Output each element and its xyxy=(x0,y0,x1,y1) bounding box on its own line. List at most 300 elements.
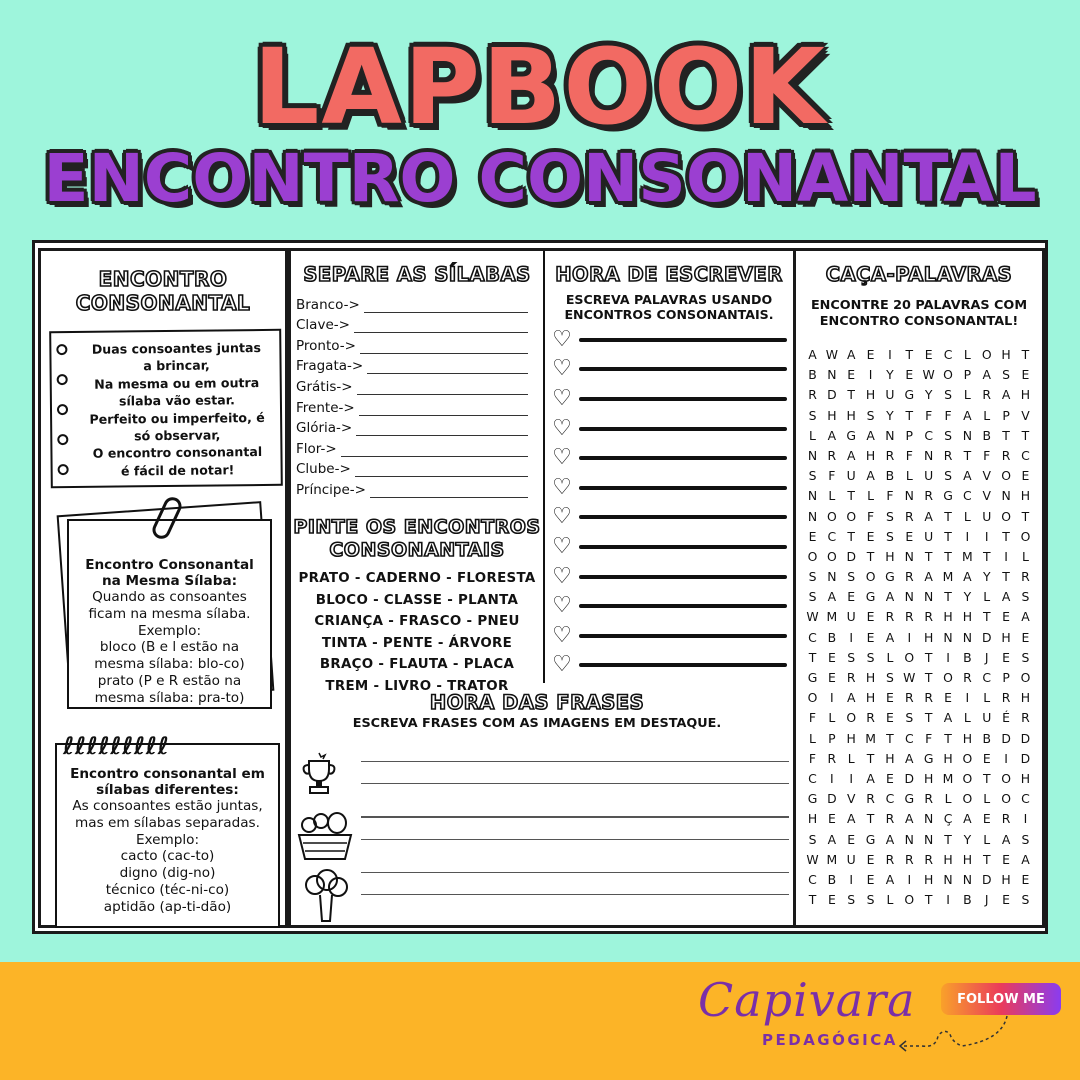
writing-line[interactable] xyxy=(551,325,793,355)
grid-letter[interactable]: H xyxy=(943,851,953,867)
writing-line[interactable] xyxy=(551,651,793,681)
grid-letter[interactable]: L xyxy=(905,468,913,484)
grid-letter[interactable]: F xyxy=(828,468,836,484)
grid-letter[interactable]: N xyxy=(827,569,837,585)
writing-line[interactable] xyxy=(551,621,793,651)
grid-letter[interactable]: I xyxy=(849,871,854,887)
grid-letter[interactable]: T xyxy=(924,892,933,908)
grid-letter[interactable]: I xyxy=(946,892,950,908)
grid-letter[interactable]: S xyxy=(1021,589,1030,605)
grid-letter[interactable]: E xyxy=(847,589,856,605)
grid-letter[interactable]: T xyxy=(924,710,933,726)
grid-letter[interactable]: H xyxy=(1001,871,1011,887)
grid-letter[interactable]: T xyxy=(924,548,933,564)
grid-letter[interactable]: A xyxy=(963,811,972,827)
grid-letter[interactable]: M xyxy=(826,609,838,625)
grid-letter[interactable]: L xyxy=(847,750,855,766)
grid-letter[interactable]: R xyxy=(924,791,933,807)
grid-letter[interactable]: E xyxy=(827,811,836,827)
grid-letter[interactable]: E xyxy=(1002,892,1011,908)
grid-letter[interactable]: T xyxy=(866,548,875,564)
grid-letter[interactable]: U xyxy=(924,528,934,544)
writing-line[interactable] xyxy=(551,473,793,503)
grid-letter[interactable]: S xyxy=(866,407,875,423)
grid-letter[interactable]: D xyxy=(846,548,856,564)
grid-letter[interactable]: H xyxy=(865,690,876,706)
grid-letter[interactable]: B xyxy=(963,892,972,908)
grid-letter[interactable]: O xyxy=(1001,508,1011,524)
grid-letter[interactable]: A xyxy=(963,407,972,423)
grid-letter[interactable]: W xyxy=(903,670,916,685)
grid-letter[interactable]: H xyxy=(923,770,934,786)
grid-letter[interactable]: S xyxy=(905,710,914,726)
grid-letter[interactable]: L xyxy=(886,892,894,908)
grid-letter[interactable]: S xyxy=(1021,892,1030,908)
grid-letter[interactable]: T xyxy=(924,649,933,665)
grid-letter[interactable]: E xyxy=(866,871,875,887)
grid-letter[interactable]: M xyxy=(826,851,838,867)
grid-letter[interactable]: U xyxy=(885,387,895,403)
grid-letter[interactable]: R xyxy=(943,447,953,463)
grid-letter[interactable]: I xyxy=(868,367,873,383)
grid-letter[interactable]: E xyxy=(827,649,836,665)
grid-letter[interactable]: S xyxy=(944,427,952,443)
grid-letter[interactable]: L xyxy=(963,347,971,362)
grid-letter[interactable]: O xyxy=(865,569,876,585)
grid-letter[interactable]: T xyxy=(963,447,972,463)
grid-letter[interactable]: H xyxy=(827,407,837,423)
grid-letter[interactable]: R xyxy=(846,670,856,685)
writing-line[interactable] xyxy=(551,384,793,414)
grid-letter[interactable]: U xyxy=(982,508,992,524)
grid-letter[interactable]: Y xyxy=(982,569,991,585)
grid-letter[interactable]: H xyxy=(1001,629,1011,645)
grid-letter[interactable]: S xyxy=(944,468,952,484)
grid-letter[interactable]: G xyxy=(885,569,895,585)
grid-letter[interactable]: M xyxy=(865,730,876,746)
grid-letter[interactable]: Y xyxy=(963,831,972,847)
grid-letter[interactable]: H xyxy=(962,730,973,746)
grid-letter[interactable]: N xyxy=(924,447,934,463)
grid-letter[interactable]: H xyxy=(807,811,818,827)
grid-letter[interactable]: A xyxy=(1001,831,1011,847)
grid-letter[interactable]: S xyxy=(1002,367,1011,383)
grid-letter[interactable]: A xyxy=(846,447,856,463)
grid-letter[interactable]: C xyxy=(808,770,817,786)
grid-letter[interactable]: N xyxy=(885,427,895,443)
grid-letter[interactable]: E xyxy=(1002,609,1011,625)
grid-letter[interactable]: F xyxy=(925,407,933,423)
grid-letter[interactable]: I xyxy=(907,629,912,645)
grid-letter[interactable]: A xyxy=(905,750,914,766)
grid-letter[interactable]: S xyxy=(808,589,817,605)
grid-letter[interactable]: T xyxy=(982,548,991,564)
grid-letter[interactable]: O xyxy=(943,367,953,383)
grid-letter[interactable]: F xyxy=(808,710,817,726)
grid-letter[interactable]: F xyxy=(983,447,991,463)
grid-letter[interactable]: C xyxy=(885,791,895,807)
grid-letter[interactable]: O xyxy=(846,710,857,726)
grid-letter[interactable]: E xyxy=(886,690,894,706)
grid-letter[interactable]: C xyxy=(1021,447,1030,463)
grid-letter[interactable]: T xyxy=(982,770,991,786)
grid-letter[interactable]: E xyxy=(847,367,856,383)
grid-letter[interactable]: T xyxy=(1002,427,1010,443)
grid-letter[interactable]: N xyxy=(904,589,914,605)
grid-letter[interactable]: S xyxy=(1021,649,1030,665)
grid-letter[interactable]: E xyxy=(982,750,991,766)
grid-letter[interactable]: C xyxy=(1021,791,1030,807)
grid-letter[interactable]: R xyxy=(885,609,895,625)
grid-letter[interactable]: V xyxy=(846,791,856,807)
grid-letter[interactable]: C xyxy=(808,871,817,887)
grid-letter[interactable]: R xyxy=(1001,690,1011,706)
grid-letter[interactable]: E xyxy=(1002,649,1011,665)
answer-line[interactable] xyxy=(367,362,528,374)
grid-letter[interactable]: A xyxy=(1001,387,1011,403)
grid-letter[interactable]: E xyxy=(944,690,952,706)
grid-letter[interactable]: E xyxy=(866,629,875,645)
grid-letter[interactable]: J xyxy=(984,649,989,665)
grid-letter[interactable]: T xyxy=(944,589,952,605)
grid-letter[interactable]: H xyxy=(865,387,876,403)
grid-letter[interactable]: I xyxy=(849,629,854,645)
grid-letter[interactable]: O xyxy=(962,770,973,786)
grid-letter[interactable]: R xyxy=(963,670,972,685)
grid-letter[interactable]: O xyxy=(904,649,915,665)
grid-letter[interactable]: I xyxy=(888,347,892,362)
grid-letter[interactable]: A xyxy=(866,427,875,443)
grid-letter[interactable]: E xyxy=(1021,871,1030,887)
grid-letter[interactable]: C xyxy=(943,347,953,362)
grid-letter[interactable]: A xyxy=(808,347,817,362)
grid-letter[interactable]: S xyxy=(886,670,894,685)
grid-letter[interactable]: B xyxy=(808,367,817,383)
grid-letter[interactable]: U xyxy=(924,468,934,484)
grid-letter[interactable]: P xyxy=(1002,670,1010,685)
grid-letter[interactable]: N xyxy=(807,488,818,504)
grid-letter[interactable]: L xyxy=(886,649,894,665)
grid-letter[interactable]: N xyxy=(807,447,818,463)
grid-letter[interactable]: L xyxy=(983,791,991,807)
grid-letter[interactable]: N xyxy=(962,871,973,887)
grid-letter[interactable]: O xyxy=(826,548,837,564)
answer-line[interactable] xyxy=(354,321,528,333)
grid-letter[interactable]: A xyxy=(866,468,875,484)
grid-letter[interactable]: A xyxy=(827,427,837,443)
grid-letter[interactable]: W xyxy=(806,609,819,625)
grid-letter[interactable]: R xyxy=(885,811,895,827)
grid-letter[interactable]: B xyxy=(827,629,837,645)
grid-letter[interactable]: R xyxy=(808,387,817,403)
grid-letter[interactable]: R xyxy=(904,508,914,524)
grid-letter[interactable]: I xyxy=(965,690,970,706)
grid-letter[interactable]: S xyxy=(808,831,817,847)
grid-letter[interactable]: T xyxy=(808,892,817,908)
grid-letter[interactable]: R xyxy=(904,851,914,867)
grid-letter[interactable]: S xyxy=(886,508,894,524)
grid-letter[interactable]: E xyxy=(886,710,894,726)
grid-letter[interactable]: R xyxy=(1001,811,1011,827)
grid-letter[interactable]: O xyxy=(943,670,953,685)
grid-letter[interactable]: Y xyxy=(924,387,933,403)
grid-letter[interactable]: O xyxy=(1001,468,1011,484)
grid-letter[interactable]: T xyxy=(982,609,991,625)
grid-letter[interactable]: O xyxy=(807,690,818,706)
answer-line[interactable] xyxy=(364,301,528,313)
grid-letter[interactable]: F xyxy=(905,447,913,463)
answer-line[interactable] xyxy=(357,383,528,395)
grid-letter[interactable]: G xyxy=(904,791,915,807)
grid-letter[interactable]: H xyxy=(943,750,953,766)
grid-letter[interactable]: P xyxy=(1002,407,1010,423)
grid-letter[interactable]: O xyxy=(904,892,915,908)
grid-letter[interactable]: E xyxy=(866,609,875,625)
grid-letter[interactable]: H xyxy=(1020,690,1031,706)
grid-letter[interactable]: G xyxy=(807,670,818,685)
grid-letter[interactable]: P xyxy=(963,367,972,383)
grid-letter[interactable]: S xyxy=(866,892,875,908)
grid-letter[interactable]: E xyxy=(866,851,875,867)
grid-letter[interactable]: L xyxy=(944,791,952,807)
grid-letter[interactable]: I xyxy=(907,871,912,887)
grid-letter[interactable]: L xyxy=(983,690,991,706)
grid-letter[interactable]: U xyxy=(846,468,856,484)
grid-letter[interactable]: H xyxy=(1020,488,1031,504)
grid-letter[interactable]: S xyxy=(944,387,952,403)
grid-letter[interactable]: R xyxy=(924,690,933,706)
grid-letter[interactable]: T xyxy=(982,851,991,867)
grid-letter[interactable]: E xyxy=(1021,468,1030,484)
grid-letter[interactable]: T xyxy=(847,488,855,504)
grid-letter[interactable]: N xyxy=(924,589,934,605)
grid-letter[interactable]: B xyxy=(982,427,991,443)
grid-letter[interactable]: T xyxy=(944,730,952,746)
grid-letter[interactable]: R xyxy=(866,710,875,726)
writing-line[interactable] xyxy=(551,443,793,473)
grid-letter[interactable]: R xyxy=(1021,710,1030,726)
grid-letter[interactable]: D xyxy=(1020,730,1031,746)
grid-letter[interactable]: H xyxy=(865,670,876,685)
grid-letter[interactable]: E xyxy=(1021,629,1030,645)
grid-letter[interactable]: N xyxy=(904,488,914,504)
grid-letter[interactable]: Y xyxy=(886,407,894,423)
answer-line[interactable] xyxy=(360,342,528,354)
grid-letter[interactable]: U xyxy=(846,851,856,867)
grid-letter[interactable]: A xyxy=(1021,609,1030,625)
grid-letter[interactable]: D xyxy=(1020,750,1031,766)
grid-letter[interactable]: R xyxy=(885,851,895,867)
grid-letter[interactable]: E xyxy=(866,347,875,362)
grid-letter[interactable]: N xyxy=(904,548,914,564)
grid-letter[interactable]: T xyxy=(1021,347,1030,362)
grid-letter[interactable]: A xyxy=(963,468,972,484)
grid-letter[interactable]: T xyxy=(944,548,952,564)
writing-line[interactable] xyxy=(551,591,793,621)
grid-letter[interactable]: O xyxy=(962,791,973,807)
grid-letter[interactable]: L xyxy=(867,488,875,504)
grid-letter[interactable]: U xyxy=(846,609,856,625)
grid-letter[interactable]: L xyxy=(983,589,991,605)
grid-letter[interactable]: G xyxy=(943,488,953,504)
grid-letter[interactable]: E xyxy=(847,831,856,847)
grid-letter[interactable]: R xyxy=(982,387,992,403)
grid-letter[interactable]: R xyxy=(904,569,914,585)
grid-letter[interactable]: D xyxy=(827,791,837,807)
grid-letter[interactable]: W xyxy=(825,347,838,362)
grid-letter[interactable]: A xyxy=(846,690,856,706)
grid-letter[interactable]: D xyxy=(981,629,992,645)
writing-line[interactable] xyxy=(551,503,793,533)
grid-letter[interactable]: F xyxy=(808,750,817,766)
grid-letter[interactable]: O xyxy=(846,508,857,524)
grid-letter[interactable]: C xyxy=(963,488,972,504)
grid-letter[interactable]: A xyxy=(885,871,895,887)
grid-letter[interactable]: A xyxy=(827,589,837,605)
grid-letter[interactable]: M xyxy=(942,770,954,786)
grid-letter[interactable]: G xyxy=(904,387,915,403)
grid-letter[interactable]: Y xyxy=(963,589,972,605)
grid-letter[interactable]: L xyxy=(983,831,991,847)
grid-letter[interactable]: I xyxy=(830,690,834,706)
grid-letter[interactable]: O xyxy=(962,750,973,766)
grid-letter[interactable]: I xyxy=(830,770,834,786)
grid-letter[interactable]: R xyxy=(866,791,875,807)
grid-letter[interactable]: H xyxy=(962,851,973,867)
grid-letter[interactable]: T xyxy=(1002,528,1010,544)
grid-letter[interactable]: L xyxy=(963,710,971,726)
grid-letter[interactable]: L xyxy=(809,730,816,746)
answer-line[interactable] xyxy=(341,445,528,457)
grid-letter[interactable]: E xyxy=(982,811,991,827)
grid-letter[interactable]: N xyxy=(924,831,934,847)
grid-letter[interactable]: A xyxy=(982,367,991,383)
writing-line[interactable] xyxy=(551,355,793,385)
grid-letter[interactable]: G xyxy=(846,427,857,443)
grid-letter[interactable]: H xyxy=(885,750,895,766)
grid-letter[interactable]: C xyxy=(924,427,933,443)
grid-letter[interactable]: U xyxy=(982,710,992,726)
grid-letter[interactable]: S xyxy=(847,649,856,665)
grid-letter[interactable]: L xyxy=(828,488,836,504)
grid-letter[interactable]: N xyxy=(924,811,934,827)
grid-letter[interactable]: R xyxy=(924,851,933,867)
grid-letter[interactable]: T xyxy=(944,831,952,847)
grid-letter[interactable]: D xyxy=(827,387,837,403)
grid-letter[interactable]: S xyxy=(1021,831,1030,847)
grid-letter[interactable]: N xyxy=(943,871,953,887)
grid-letter[interactable]: T xyxy=(847,528,855,544)
grid-letter[interactable]: E xyxy=(1002,851,1011,867)
grid-letter[interactable]: H xyxy=(943,609,953,625)
grid-letter[interactable]: T xyxy=(1021,508,1030,524)
grid-letter[interactable]: F xyxy=(867,508,875,524)
grid-letter[interactable]: V xyxy=(982,488,991,504)
grid-letter[interactable]: T xyxy=(924,670,933,685)
grid-letter[interactable]: G xyxy=(865,831,876,847)
grid-letter[interactable]: R xyxy=(904,690,914,706)
grid-letter[interactable]: F xyxy=(886,488,894,504)
grid-letter[interactable]: S xyxy=(847,892,856,908)
grid-letter[interactable]: A xyxy=(1021,851,1030,867)
grid-letter[interactable]: G xyxy=(865,589,876,605)
grid-letter[interactable]: E xyxy=(886,770,894,786)
grid-letter[interactable]: C xyxy=(982,670,992,685)
grid-letter[interactable]: N xyxy=(962,629,973,645)
grid-letter[interactable]: B xyxy=(963,649,972,665)
grid-letter[interactable]: A xyxy=(905,811,914,827)
grid-letter[interactable]: A xyxy=(963,569,972,585)
grid-letter[interactable]: T xyxy=(944,528,952,544)
answer-line[interactable] xyxy=(355,465,528,477)
grid-letter[interactable]: B xyxy=(885,468,895,484)
grid-letter[interactable]: A xyxy=(885,629,895,645)
grid-letter[interactable]: S xyxy=(866,649,875,665)
grid-letter[interactable]: H xyxy=(865,447,876,463)
grid-letter[interactable]: O xyxy=(1020,528,1031,544)
grid-letter[interactable]: H xyxy=(1020,770,1031,786)
follow-me-button[interactable]: FOLLOW ME xyxy=(941,983,1061,1015)
grid-letter[interactable]: I xyxy=(965,528,970,544)
grid-letter[interactable]: H xyxy=(1001,347,1011,362)
grid-letter[interactable]: P xyxy=(828,730,836,746)
grid-letter[interactable]: J xyxy=(984,892,989,908)
grid-letter[interactable]: H xyxy=(1020,387,1031,403)
grid-letter[interactable]: E xyxy=(827,892,836,908)
grid-letter[interactable]: R xyxy=(904,609,914,625)
grid-letter[interactable]: T xyxy=(866,811,875,827)
grid-letter[interactable]: E xyxy=(905,528,914,544)
grid-letter[interactable]: G xyxy=(923,750,934,766)
grid-letter[interactable]: A xyxy=(846,347,856,362)
grid-letter[interactable]: A xyxy=(885,589,895,605)
grid-letter[interactable]: L xyxy=(983,407,991,423)
grid-letter[interactable]: A xyxy=(827,831,837,847)
grid-letter[interactable]: O xyxy=(826,508,837,524)
grid-letter[interactable]: C xyxy=(808,629,817,645)
grid-letter[interactable]: B xyxy=(827,871,837,887)
grid-letter[interactable]: L xyxy=(963,508,971,524)
grid-letter[interactable]: C xyxy=(827,528,837,544)
grid-letter[interactable]: I xyxy=(1004,750,1008,766)
grid-letter[interactable]: R xyxy=(827,750,837,766)
grid-letter[interactable]: L xyxy=(809,427,816,443)
grid-letter[interactable]: A xyxy=(1001,589,1011,605)
grid-letter[interactable]: R xyxy=(1021,569,1030,585)
grid-letter[interactable]: S xyxy=(808,569,817,585)
grid-letter[interactable]: T xyxy=(1021,427,1030,443)
grid-letter[interactable]: N xyxy=(904,831,914,847)
grid-letter[interactable]: Ç xyxy=(943,811,953,827)
grid-letter[interactable]: N xyxy=(827,367,837,383)
grid-letter[interactable]: T xyxy=(808,649,817,665)
grid-letter[interactable]: I xyxy=(946,649,950,665)
grid-letter[interactable]: A xyxy=(885,831,895,847)
grid-letter[interactable]: S xyxy=(808,407,817,423)
grid-letter[interactable]: R xyxy=(924,609,933,625)
grid-letter[interactable]: N xyxy=(807,508,818,524)
grid-letter[interactable]: A xyxy=(943,710,953,726)
answer-line[interactable] xyxy=(359,404,528,416)
grid-letter[interactable]: A xyxy=(866,770,875,786)
grid-letter[interactable]: E xyxy=(808,528,817,544)
grid-letter[interactable]: G xyxy=(807,791,818,807)
grid-letter[interactable]: M xyxy=(962,548,973,564)
grid-letter[interactable]: I xyxy=(1004,548,1008,564)
grid-letter[interactable]: I xyxy=(1023,811,1028,827)
grid-letter[interactable]: E xyxy=(1021,367,1030,383)
grid-letter[interactable]: D xyxy=(904,770,915,786)
